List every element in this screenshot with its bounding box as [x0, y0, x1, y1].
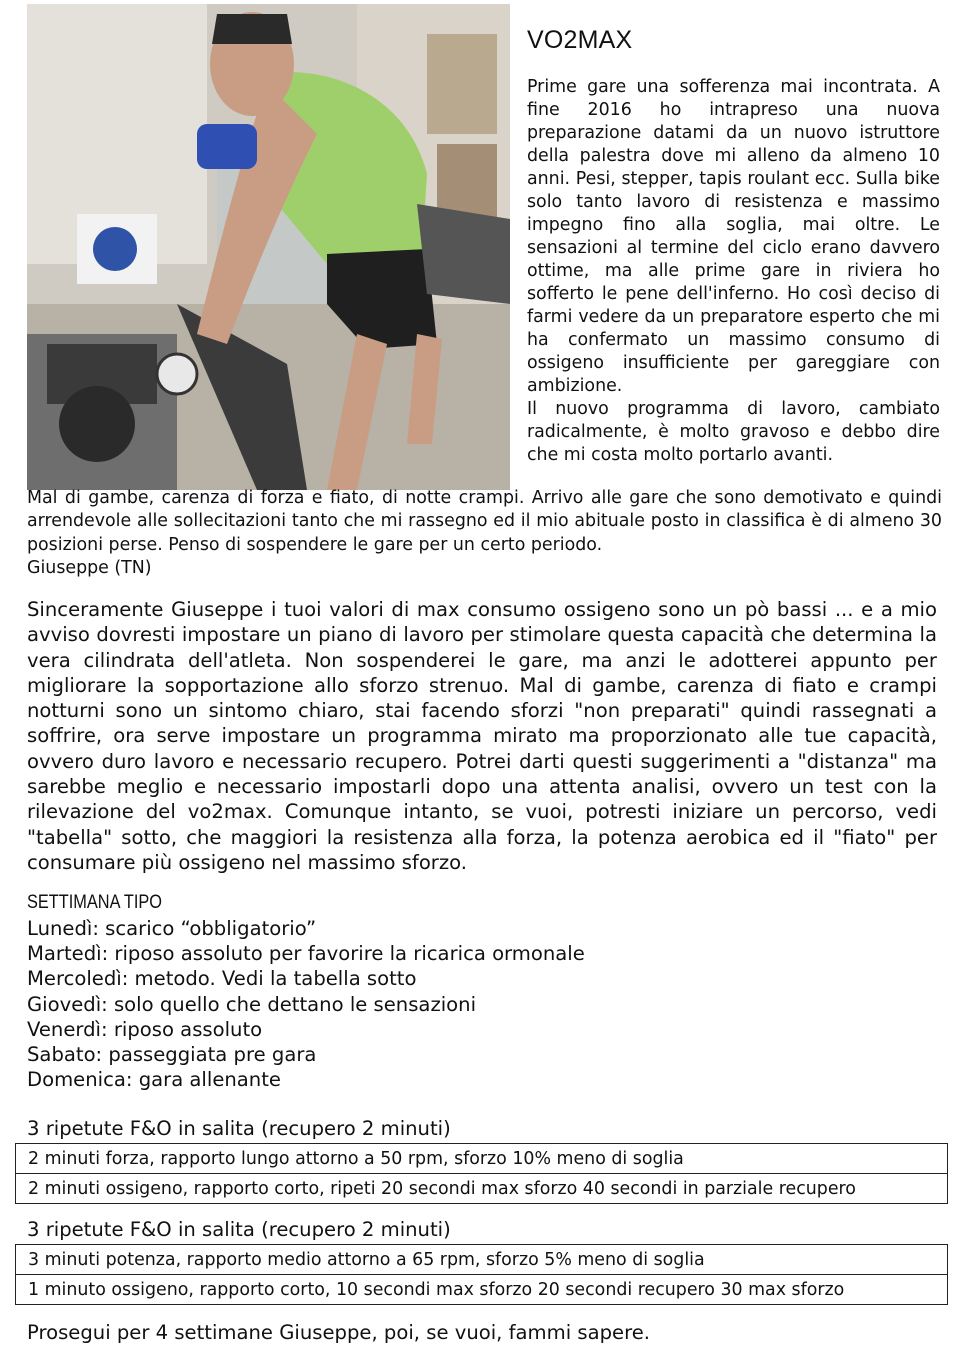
- athlete-illustration: [27, 4, 510, 490]
- intro-text: [527, 76, 940, 467]
- closing-line: Prosegui per 4 settimane Giuseppe, poi, se vuoi, fammi sapere.: [27, 1321, 650, 1344]
- week-day: Sabato: passeggiata pre gara: [27, 1043, 317, 1067]
- workout-table: [15, 1143, 948, 1204]
- letter-continuation: [27, 487, 942, 581]
- table-row: [16, 1144, 948, 1174]
- week-title: SETTIMANA TIPO: [27, 892, 162, 913]
- workout-block-title: 3 ripetute F&O in salita (recupero 2 minuti): [27, 1218, 451, 1241]
- signature: Giuseppe (TN): [27, 558, 152, 579]
- table-row: [16, 1245, 948, 1275]
- week-day: Martedì: riposo assoluto per favorire la ricarica ormonale: [27, 942, 585, 966]
- athlete-vo2max-test-photo: [27, 4, 510, 490]
- continuation-paragraph: Mal di gambe, carenza di forza e fiato, di notte crampi. Arrivo alle gare che sono demotivato e quindi arrendevole alle sollecitazioni tanto che mi rassegno ed il mio abituale posto in classifica è di almeno 30 posizioni perse. Penso di sospendere le gare per un certo periodo.: [27, 488, 942, 555]
- intro-paragraph: Prime gare una sofferenza mai incontrata. A fine 2016 ho intrapreso una nuova preparazione datami da un nuovo istruttore della palestra dove mi alleno da almeno 10 anni. Pesi, stepper, tapis roulant ecc. Sulla bike solo tanto lavoro di resistenza e massimo impegno fino alla soglia, mai oltre. Le sensazioni al termine del ciclo erano davvero ottime, ma alle prime gare in riviera ho sofferto le pene dell'inferno. Ho così deciso di farmi vedere da un preparatore esperto che mi ha confermato un massimo consumo di ossigeno insufficiente per gareggiare con ambizione.: [527, 77, 940, 396]
- expert-reply: Sinceramente Giuseppe i tuoi valori di max consumo ossigeno sono un pò bassi ... e a mio avviso dovresti impostare un piano di lavoro per stimolare questa capacità che determina la vera cilindrata dell'atleta. Non sospenderei le gare, ma anzi le adotterei appunto per migliorare la sopportazione allo sforzo strenuo. Mal di gambe, carenza di fiato e crampi notturni sono un sintomo chiaro, stai facendo sforzi "non preparati" quindi rassegnati a soffrire, ora serve impostare un programma mirato ma proporzionato alle tue capacità, ovvero duro lavoro e necessario recupero. Potrei darti questi suggerimenti a "distanza" ma sarebbe meglio e necessario impostarli dopo una attenta analisi, ovvero un test con la rilevazione del vo2max. Comunque intanto, se vuoi, potresti iniziare un percorso, vedi "tabella" sotto, che maggiori la resistenza alla forza, la potenza aerobica ed il "fiato" per consumare più ossigeno nel massimo sforzo.: [27, 598, 937, 874]
- table-row: [16, 1275, 948, 1305]
- week-day: Giovedì: solo quello che dettano le sensazioni: [27, 992, 477, 1016]
- table-cell: 2 minuti ossigeno, rapporto corto, ripeti 20 secondi max sforzo 40 secondi in parziale recupero: [16, 1174, 948, 1204]
- week-day: Venerdì: riposo assoluto: [27, 1017, 263, 1041]
- intro-paragraph: Il nuovo programma di lavoro, cambiato radicalmente, è molto gravoso e debbo dire che mi costa molto portarlo avanti.: [527, 399, 940, 465]
- workout-table: [15, 1244, 948, 1305]
- week-day: Domenica: gara allenante: [27, 1068, 281, 1092]
- table-cell: 3 minuti potenza, rapporto medio attorno a 65 rpm, sforzo 5% meno di soglia: [16, 1245, 948, 1275]
- table-row: [16, 1174, 948, 1204]
- week-schedule: [27, 916, 585, 1092]
- table-cell: 2 minuti forza, rapporto lungo attorno a 50 rpm, sforzo 10% meno di soglia: [16, 1144, 948, 1174]
- table-cell: 1 minuto ossigeno, rapporto corto, 10 secondi max sforzo 20 secondi recupero 30 max sforzo: [16, 1275, 948, 1305]
- week-day: Lunedì: scarico “obbligatorio”: [27, 917, 317, 940]
- article-title: VO2MAX: [527, 26, 633, 54]
- workout-block-title: 3 ripetute F&O in salita (recupero 2 minuti): [27, 1117, 451, 1140]
- week-day: Mercoledì: metodo. Vedi la tabella sotto: [27, 967, 417, 991]
